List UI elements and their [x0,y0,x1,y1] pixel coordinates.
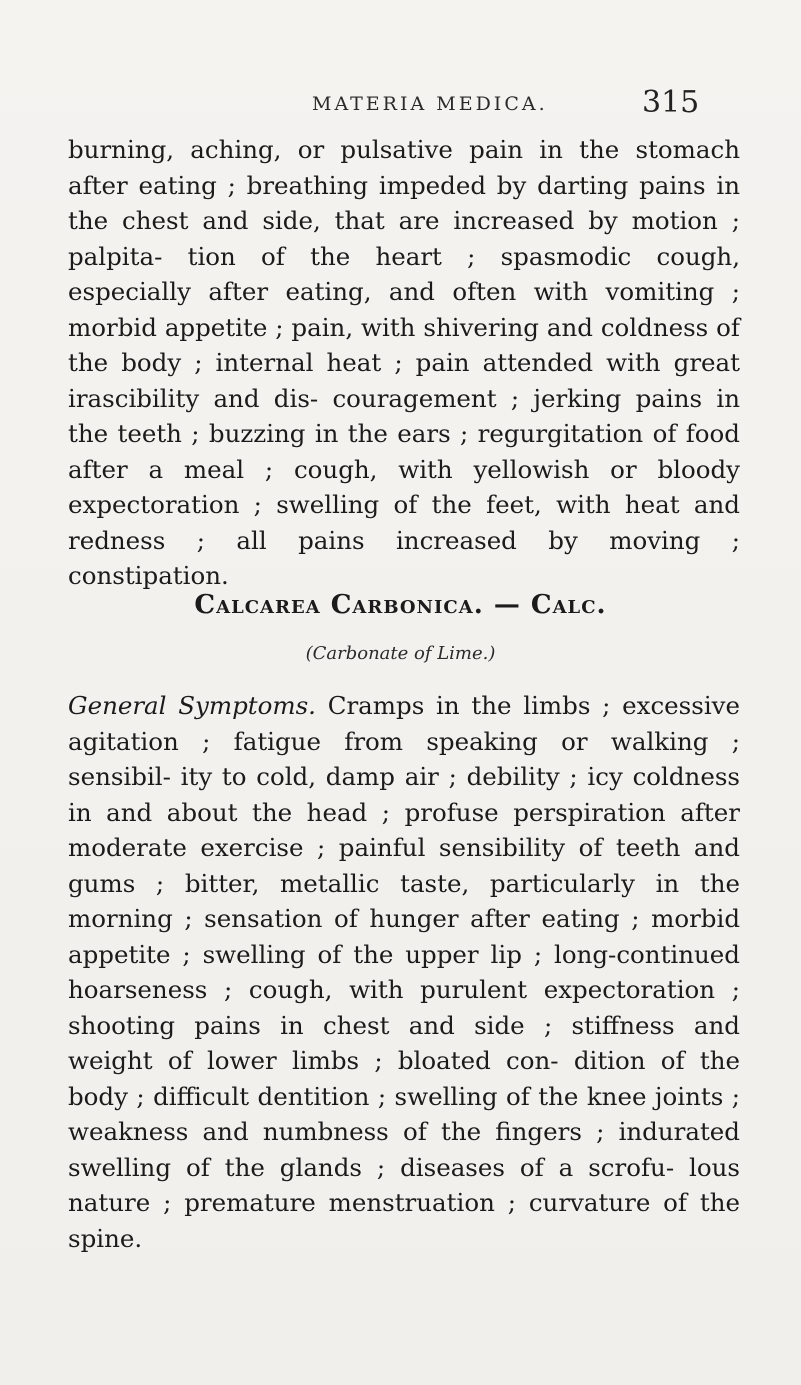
paragraph-lead: General Symptoms. [68,691,316,720]
section-title: Calcarea Carbonica. — Calc. [194,590,607,620]
paragraph-text: Cramps in the limbs ; excessive agitation ; fatigue from speaking or walking ; sensibil- ity to cold, damp air ; debility ; icy coldness in and about the head ; profuse perspiration after moderate exercise ; painful sensibility of teeth and gums ; bitter, metallic taste, particularly in the morning ; sensation of hunger after eating ; morbid appetite ; swelling of the upper lip ; long-continued hoarseness ; cough, with purulent expectoration ; shooting pains in chest and side ; stiffness and weight of lower limbs ; bloated con- dition of the body ; difficult dentition ; swelling of the knee joints ; weakness and numbness of the fingers ; indurated swelling of the glands ; diseases of a scrofu- lous nature ; premature menstruation ; curvature of the spine. [68,691,740,1253]
section-subtitle: (Carbonate of Lime.) [305,643,496,664]
running-title: MATERIA MEDICA. [312,93,548,115]
paragraph-continued: burning, aching, or pulsative pain in the stomach after eating ; breathing impeded by darting pains in the chest and side, that are increased by motion ; palpita- tion of the heart ; spasmodic cough, especially after eating, and often with vomiting ; morbid appetite ; pain, with shivering and coldness of the body ; internal heat ; pain attended with great irascibility and dis- couragement ; jerking pains in the teeth ; buzzing in the ears ; regurgitation of food after a meal ; cough, with yellowish or bloody expectoration ; swelling of the feet, with heat and redness ; all pains increased by moving ; constipation. [68,135,740,590]
running-head [0,85,801,125]
page-number: 315 [642,85,700,120]
general-symptoms-paragraph [68,688,740,1256]
